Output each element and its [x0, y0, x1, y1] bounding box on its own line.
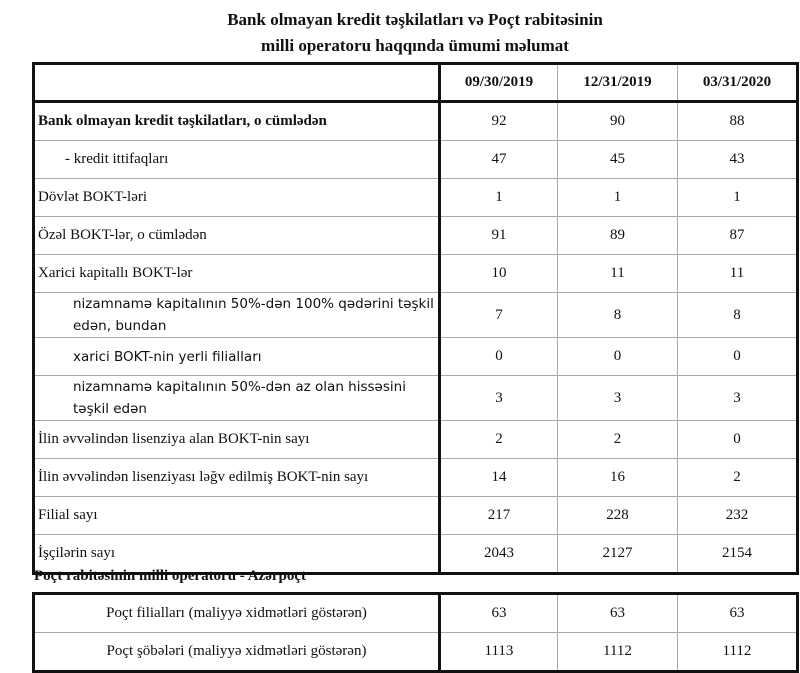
- value-cell: 2043: [440, 535, 558, 574]
- value-cell: 90: [558, 102, 678, 141]
- value-cell: 1112: [558, 633, 678, 672]
- value-cell: 232: [678, 497, 798, 535]
- row-label: İlin əvvəlindən lisenziya alan BOKT-nin sayı: [34, 421, 440, 459]
- value-cell: 228: [558, 497, 678, 535]
- document-title-line2: milli operatoru haqqında ümumi məlumat: [261, 36, 569, 55]
- value-cell: 63: [678, 594, 798, 633]
- value-cell: 0: [558, 338, 678, 376]
- table-row: [34, 338, 798, 376]
- table-row: [34, 141, 798, 179]
- bokt-table: [32, 62, 799, 575]
- header-empty-cell: [34, 64, 440, 102]
- row-label: xarici BOKT-nin yerli filialları: [34, 338, 440, 376]
- table-row: [34, 594, 798, 633]
- table-row: [34, 179, 798, 217]
- table-row: [34, 102, 798, 141]
- value-cell: 0: [440, 338, 558, 376]
- value-cell: 1: [678, 179, 798, 217]
- row-label: Xarici kapitallı BOKT-lər: [34, 255, 440, 293]
- row-label: Özəl BOKT-lər, o cümlədən: [34, 217, 440, 255]
- value-cell: 8: [558, 293, 678, 338]
- value-cell: 63: [558, 594, 678, 633]
- column-header: 03/31/2020: [678, 64, 798, 102]
- value-cell: 10: [440, 255, 558, 293]
- value-cell: 3: [678, 376, 798, 421]
- value-cell: 43: [678, 141, 798, 179]
- table-row: [34, 217, 798, 255]
- row-label: nizamnamə kapitalının 50%-dən 100% qədərini təşkil edən, bundan: [34, 293, 440, 338]
- value-cell: 1112: [678, 633, 798, 672]
- value-cell: 11: [678, 255, 798, 293]
- table-row: [34, 633, 798, 672]
- table-row: [34, 497, 798, 535]
- row-label: İlin əvvəlindən lisenziyası ləğv edilmiş BOKT-nin sayı: [34, 459, 440, 497]
- row-label: Dövlət BOKT-ləri: [34, 179, 440, 217]
- value-cell: 92: [440, 102, 558, 141]
- value-cell: 0: [678, 421, 798, 459]
- table-row: [34, 293, 798, 338]
- value-cell: 3: [440, 376, 558, 421]
- table-row: [34, 376, 798, 421]
- table-row: [34, 459, 798, 497]
- row-label: Poçt şöbələri (maliyyə xidmətləri göstərən): [34, 633, 440, 672]
- value-cell: 8: [678, 293, 798, 338]
- value-cell: 88: [678, 102, 798, 141]
- value-cell: 1: [558, 179, 678, 217]
- table-row: [34, 421, 798, 459]
- value-cell: 2127: [558, 535, 678, 574]
- row-label: İşçilərin sayı: [34, 535, 440, 574]
- value-cell: 16: [558, 459, 678, 497]
- row-label: Bank olmayan kredit təşkilatları, o cümlədən: [34, 102, 440, 141]
- value-cell: 89: [558, 217, 678, 255]
- post-table: [32, 592, 799, 673]
- value-cell: 87: [678, 217, 798, 255]
- post-section-title: Poçt rabitəsinin milli operatoru - Azərpoçt: [34, 568, 307, 584]
- value-cell: 217: [440, 497, 558, 535]
- column-header: 12/31/2019: [558, 64, 678, 102]
- row-label: Poçt filialları (maliyyə xidmətləri göstərən): [34, 594, 440, 633]
- value-cell: 91: [440, 217, 558, 255]
- value-cell: 47: [440, 141, 558, 179]
- value-cell: 14: [440, 459, 558, 497]
- value-cell: 2: [678, 459, 798, 497]
- value-cell: 2: [558, 421, 678, 459]
- row-label: nizamnamə kapitalının 50%-dən az olan hissəsini təşkil edən: [34, 376, 440, 421]
- value-cell: 11: [558, 255, 678, 293]
- value-cell: 1113: [440, 633, 558, 672]
- value-cell: 2154: [678, 535, 798, 574]
- value-cell: 63: [440, 594, 558, 633]
- row-label: - kredit ittifaqları: [34, 141, 440, 179]
- value-cell: 7: [440, 293, 558, 338]
- table-row: [34, 255, 798, 293]
- header-row: [34, 64, 798, 102]
- value-cell: 2: [440, 421, 558, 459]
- row-label: Filial sayı: [34, 497, 440, 535]
- document-title-line1: Bank olmayan kredit təşkilatları və Poçt rabitəsinin: [227, 10, 603, 29]
- column-header: 09/30/2019: [440, 64, 558, 102]
- value-cell: 45: [558, 141, 678, 179]
- value-cell: 3: [558, 376, 678, 421]
- value-cell: 0: [678, 338, 798, 376]
- value-cell: 1: [440, 179, 558, 217]
